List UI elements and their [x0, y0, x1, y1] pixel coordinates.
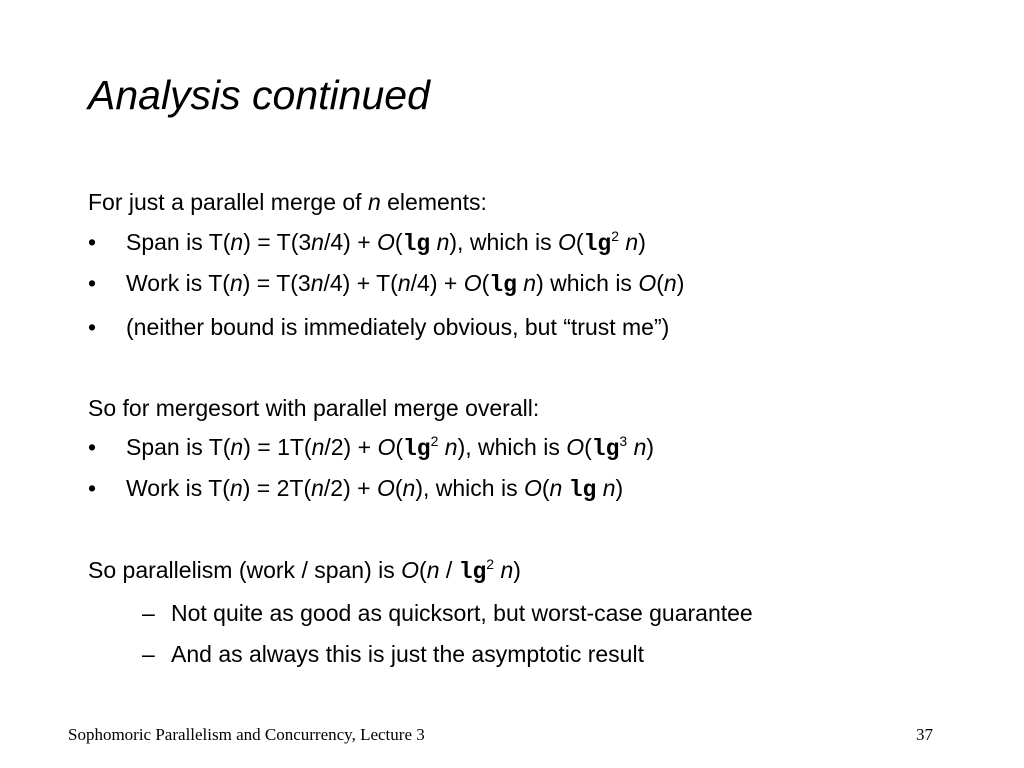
bullet-marker: • [88, 475, 97, 501]
merge-note-bullet: (neither bound is immediately obvious, but “trust me”) [126, 314, 670, 340]
slide-title: Analysis continued [88, 72, 430, 118]
bullet-marker: • [88, 229, 97, 255]
parallelism-subpoint: Not quite as good as quicksort, but worst-case guarantee [171, 600, 753, 626]
bullet-marker: • [88, 270, 97, 296]
mergesort-intro: So for mergesort with parallel merge overall: [88, 395, 540, 421]
mergesort-work-bullet: Work is T(n) = 2T(n/2) + O(n), which is O(n lg n) [126, 475, 624, 503]
dash-marker: – [142, 600, 155, 626]
parallelism-line: So parallelism (work / span) is $O(n / \lg^2 n)$ [88, 556, 521, 585]
bullet-marker: • [88, 434, 97, 460]
bullet-marker: • [88, 314, 97, 340]
footer-course-title: Sophomoric Parallelism and Concurrency, Lecture 3 [68, 725, 425, 744]
dash-marker: – [142, 641, 155, 667]
merge-work-bullet: Work is T(n) = T(3n/4) + T(n/4) + O(lg n) which is O(n) [126, 270, 685, 298]
footer-page-number: 37 [916, 725, 933, 744]
merge-intro: For just a parallel merge of n elements: [88, 189, 487, 215]
mergesort-span-bullet: Span is $T(n) = 1T(n/2) + O(\lg^2$ n), which is $O(\lg^3$ n) [126, 433, 655, 462]
merge-span-bullet: Span is T(n) = T(3n/4) + O(lg n), which is $O(\lg^2$ n) [126, 228, 646, 257]
parallelism-subpoint: And as always this is just the asymptotic result [171, 641, 644, 667]
